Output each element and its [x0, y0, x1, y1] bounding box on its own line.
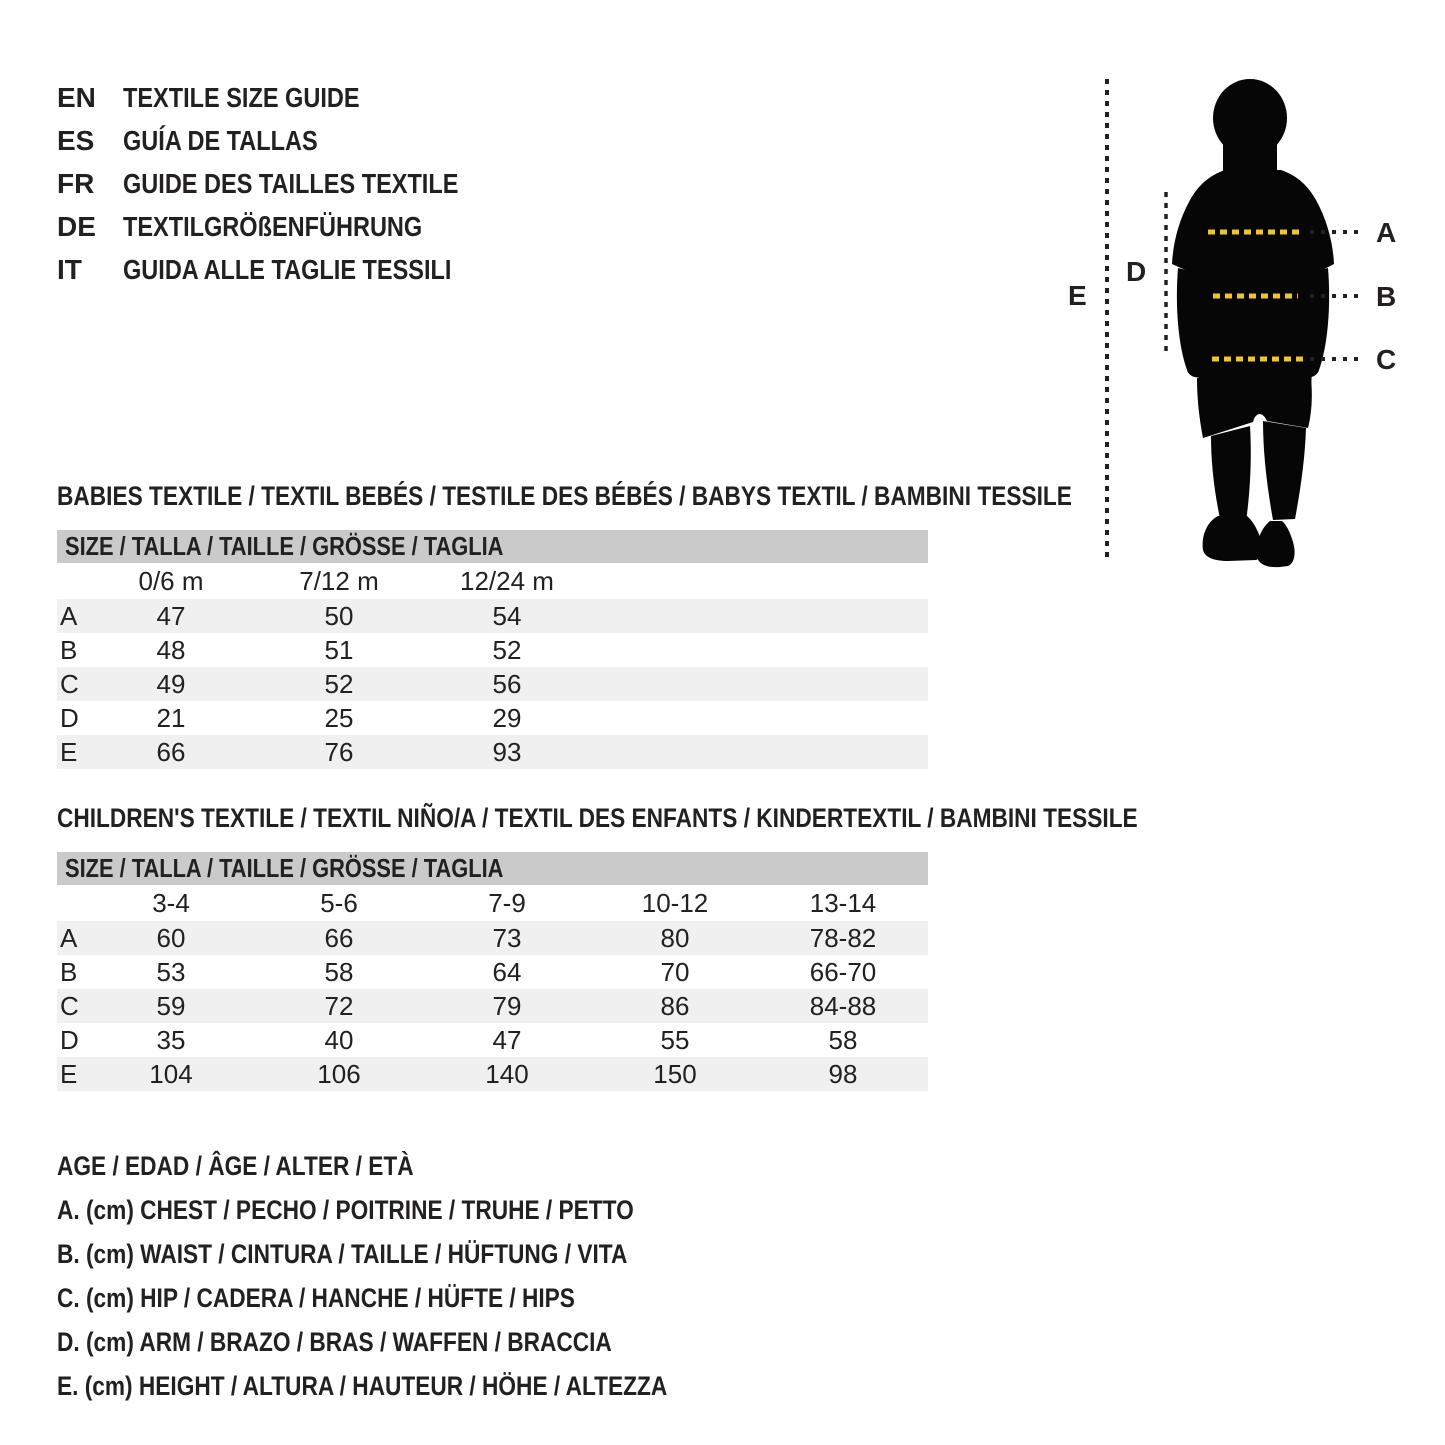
size-header-text: SIZE / TALLA / TAILLE / GRÖSSE / TAGLIA: [65, 853, 504, 883]
children-size-table: [57, 852, 928, 1091]
babies-section-title: [57, 481, 1265, 511]
column-header: 10-12: [641, 887, 709, 918]
cell-value: 54: [492, 600, 522, 631]
column-header: 7-9: [488, 887, 526, 918]
cell-value: 86: [660, 990, 690, 1021]
children-table-header-bar: [57, 852, 928, 885]
cell-value: 53: [156, 956, 186, 987]
column-header: 3-4: [152, 887, 190, 918]
legend-text: E. (cm) HEIGHT / ALTURA / HAUTEUR / HÖHE / ALTEZZA: [57, 1370, 668, 1401]
silhouette-right-shoe: [1257, 521, 1295, 567]
row-label: D: [60, 702, 79, 733]
lang-title: TEXTILGRÖßENFÜHRUNG: [123, 210, 423, 242]
row-label: E: [60, 736, 78, 767]
cell-value: 48: [156, 634, 186, 665]
column-header: 0/6 m: [138, 565, 204, 596]
table-row: [57, 955, 928, 989]
figure-label-e: E: [1068, 280, 1087, 311]
cell-value: 56: [492, 668, 522, 699]
measurement-legend: [57, 1144, 783, 1408]
cell-value: 73: [492, 922, 522, 953]
cell-value: 104: [149, 1058, 193, 1089]
legend-row-age: [57, 1144, 783, 1188]
cell-value: 84-88: [809, 990, 877, 1021]
cell-value: 140: [485, 1058, 529, 1089]
cell-value: 66: [324, 922, 354, 953]
cell-value: 21: [156, 702, 186, 733]
row-label: A: [60, 600, 78, 631]
row-label: C: [60, 668, 79, 699]
babies-section-title-text: BABIES TEXTILE / TEXTIL BEBÉS / TESTILE DES BÉBÉS / BABYS TEXTIL / BAMBINI TESSILE: [57, 481, 1072, 511]
column-header: 12/24 m: [460, 565, 554, 596]
lang-code: IT: [57, 253, 82, 285]
figure-label-d: D: [1126, 256, 1147, 287]
lang-row-en: [57, 76, 522, 119]
lang-code: DE: [57, 210, 96, 242]
legend-text: A. (cm) CHEST / PECHO / POITRINE / TRUHE / PETTO: [57, 1194, 634, 1225]
legend-row-height: [57, 1364, 783, 1408]
cell-value: 29: [492, 702, 522, 733]
column-header: 13-14: [809, 887, 877, 918]
column-header: 7/12 m: [299, 565, 379, 596]
cell-value: 76: [324, 736, 354, 767]
lang-code: EN: [57, 81, 96, 113]
cell-value: 47: [492, 1024, 522, 1055]
cell-value: 150: [653, 1058, 697, 1089]
cell-value: 106: [317, 1058, 361, 1089]
legend-text: D. (cm) ARM / BRAZO / BRAS / WAFFEN / BRACCIA: [57, 1326, 612, 1357]
table-row: [57, 1023, 928, 1057]
babies-column-header-row: [57, 563, 928, 599]
cell-value: 52: [324, 668, 354, 699]
lang-row-it: [57, 248, 522, 291]
cell-value: 47: [156, 600, 186, 631]
cell-value: 55: [660, 1024, 690, 1055]
babies-table-header-bar: [57, 530, 928, 563]
row-label: D: [60, 1024, 79, 1055]
table-row: [57, 667, 928, 701]
figure-label-a: A: [1376, 217, 1397, 248]
lang-code: FR: [57, 167, 95, 199]
lang-title: TEXTILE SIZE GUIDE: [123, 81, 360, 113]
cell-value: 78-82: [809, 922, 877, 953]
legend-text: AGE / EDAD / ÂGE / ALTER / ETÀ: [57, 1150, 414, 1181]
cell-value: 79: [492, 990, 522, 1021]
language-title-list: [57, 76, 522, 291]
legend-row-chest: [57, 1188, 783, 1232]
cell-value: 52: [492, 634, 522, 665]
row-label: B: [60, 634, 78, 665]
row-label: C: [60, 990, 79, 1021]
cell-value: 66: [156, 736, 186, 767]
lang-title: GUIDE DES TAILLES TEXTILE: [123, 167, 459, 199]
table-row: [57, 735, 928, 769]
row-label: A: [60, 922, 78, 953]
cell-value: 59: [156, 990, 186, 1021]
lang-row-de: [57, 205, 522, 248]
cell-value: 60: [156, 922, 186, 953]
cell-value: 35: [156, 1024, 186, 1055]
cell-value: 51: [324, 634, 354, 665]
cell-value: 40: [324, 1024, 354, 1055]
table-row: [57, 989, 928, 1023]
table-row: [57, 921, 928, 955]
legend-text: B. (cm) WAIST / CINTURA / TAILLE / HÜFTUNG / VITA: [57, 1238, 628, 1269]
legend-text: C. (cm) HIP / CADERA / HANCHE / HÜFTE / HIPS: [57, 1282, 575, 1313]
lang-code: ES: [57, 124, 95, 156]
silhouette-right-leg: [1263, 421, 1306, 520]
table-row: [57, 633, 928, 667]
cell-value: 50: [324, 600, 354, 631]
row-label: B: [60, 956, 78, 987]
cell-value: 58: [828, 1024, 858, 1055]
lang-row-es: [57, 119, 522, 162]
legend-row-hip: [57, 1276, 783, 1320]
cell-value: 66-70: [809, 956, 877, 987]
legend-row-arm: [57, 1320, 783, 1364]
table-row: [57, 599, 928, 633]
lang-title: GUIDA ALLE TAGLIE TESSILI: [123, 253, 452, 285]
cell-value: 80: [660, 922, 690, 953]
figure-label-c: C: [1376, 344, 1397, 375]
table-row: [57, 1057, 928, 1091]
cell-value: 93: [492, 736, 522, 767]
table-row: [57, 701, 928, 735]
children-column-header-row: [57, 885, 928, 921]
cell-value: 98: [828, 1058, 858, 1089]
legend-row-waist: [57, 1232, 783, 1276]
size-header-text: SIZE / TALLA / TAILLE / GRÖSSE / TAGLIA: [65, 531, 504, 561]
figure-label-b: B: [1376, 281, 1397, 312]
lang-title: GUÍA DE TALLAS: [123, 124, 318, 156]
children-section-title-text: CHILDREN'S TEXTILE / TEXTIL NIÑO/A / TEXTIL DES ENFANTS / KINDERTEXTIL / BAMBINI TESSILE: [57, 803, 1138, 833]
cell-value: 25: [324, 702, 354, 733]
cell-value: 70: [660, 956, 690, 987]
row-label: E: [60, 1058, 78, 1089]
cell-value: 58: [324, 956, 354, 987]
cell-value: 64: [492, 956, 522, 987]
column-header: 5-6: [320, 887, 358, 918]
children-section-title: [57, 803, 1344, 833]
babies-size-table: [57, 530, 928, 769]
silhouette-left-arm: [1177, 268, 1208, 377]
cell-value: 72: [324, 990, 354, 1021]
silhouette-left-shoe: [1203, 514, 1263, 561]
cell-value: 49: [156, 668, 186, 699]
lang-row-fr: [57, 162, 522, 205]
